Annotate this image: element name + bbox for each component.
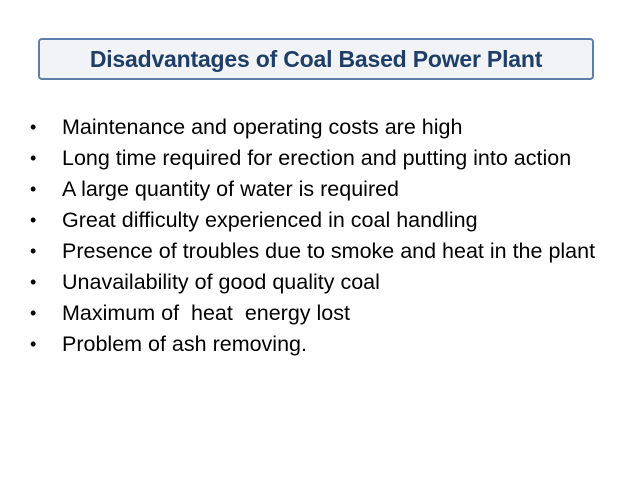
bullet-list: [28, 114, 608, 362]
bullet-icon: •: [30, 241, 37, 261]
bullet-icon: •: [30, 210, 37, 230]
bullet-text: Unavailability of good quality coal: [62, 270, 380, 294]
bullet-icon: •: [30, 303, 37, 323]
bullet-item: [28, 331, 608, 357]
bullet-item: [28, 207, 608, 233]
bullet-item: [28, 114, 608, 140]
bullet-text: Long time required for erection and putting into action: [62, 146, 572, 170]
bullet-text: Maintenance and operating costs are high: [62, 115, 463, 139]
bullet-text: Problem of ash removing.: [62, 332, 307, 356]
title-box: [38, 38, 594, 80]
bullet-text: Great difficulty experienced in coal handling: [62, 208, 478, 232]
bullet-icon: •: [30, 148, 37, 168]
bullet-item: [28, 269, 608, 295]
bullet-icon: •: [30, 334, 37, 354]
bullet-text: Presence of troubles due to smoke and heat in the plant: [62, 239, 596, 263]
bullet-text: A large quantity of water is required: [62, 177, 400, 201]
bullet-item: [28, 176, 608, 202]
bullet-item: [28, 238, 608, 264]
bullet-text: Maximum of heat energy lost: [62, 301, 350, 325]
bullet-icon: •: [30, 179, 37, 199]
bullet-item: [28, 145, 608, 171]
bullet-icon: •: [30, 117, 37, 137]
bullet-item: [28, 300, 608, 326]
slide-title: Disadvantages of Coal Based Power Plant: [89, 45, 543, 72]
bullet-icon: •: [30, 272, 37, 292]
